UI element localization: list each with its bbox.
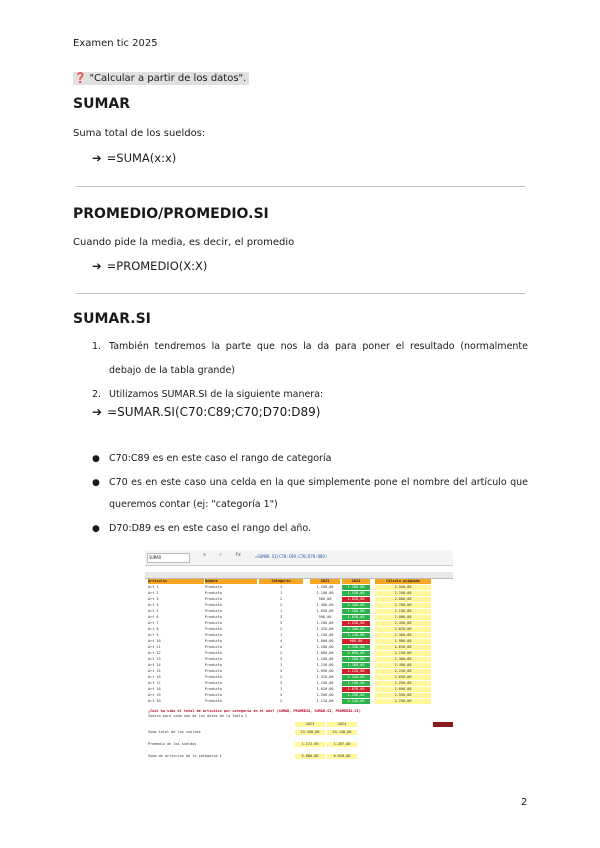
sheet-cell: Art 3 xyxy=(148,597,159,601)
sheet-cell: 2.000,00 xyxy=(375,615,431,620)
sheet-cell: Art 14 xyxy=(148,663,161,667)
sheet-cell: 1.020,00 xyxy=(342,597,370,602)
sheet-cell: Producto xyxy=(205,687,222,691)
sheet-text: 24.140,00 xyxy=(327,730,357,735)
sheet-cell: 1.300,00 xyxy=(342,585,370,590)
sheet-cell: 3 xyxy=(279,657,283,661)
sheet-cell: Producto xyxy=(205,633,222,637)
bullet-list xyxy=(92,448,528,540)
sheet-cell: 3 xyxy=(279,681,283,685)
bullet-icon: ● xyxy=(92,478,100,488)
sheet-text: Suma total de los sueldos xyxy=(148,730,201,734)
sheet-text: 5.800,00 xyxy=(295,754,325,759)
sheet-cell: Producto xyxy=(205,657,222,661)
sheet-cell: Producto xyxy=(205,585,222,589)
sheet-cell: Art 20 xyxy=(148,699,161,703)
sheet-cell: Art 4 xyxy=(148,603,159,607)
sheet-cell: 2.550,00 xyxy=(375,585,431,590)
table-row xyxy=(145,615,453,620)
bullet-item xyxy=(92,448,528,470)
sheet-cell: Art 10 xyxy=(148,639,161,643)
sheet-cell: 1.100,00 xyxy=(342,609,370,614)
sheet-cell: 1.320,00 xyxy=(316,627,334,631)
sheet-cell: 2.150,00 xyxy=(375,651,431,656)
sheet-cell: 1.280,00 xyxy=(316,645,334,649)
sheet-cell: 1.150,00 xyxy=(342,591,370,596)
sheet-cell: Producto xyxy=(205,603,222,607)
sheet-cell: 1.400,00 xyxy=(316,603,334,607)
sheet-cell: 1.200,00 xyxy=(316,621,334,625)
sheet-cell: 1.380,00 xyxy=(342,603,370,608)
sheet-cell: Producto xyxy=(205,663,222,667)
sheet-cell: Art 11 xyxy=(148,645,161,649)
sheet-cell: Producto xyxy=(205,627,222,631)
sheet-cell: 1.250,00 xyxy=(316,585,334,589)
sheet-cell: 2 xyxy=(279,651,283,655)
sheet-cell: Art 7 xyxy=(148,621,159,625)
step-number: 1. xyxy=(92,341,102,352)
sheet-cell: 1.310,00 xyxy=(316,675,334,679)
sheet-cell: 1.120,00 xyxy=(342,669,370,674)
sheet-cell: 1.000,00 xyxy=(316,639,334,643)
step-text: Utilizamos SUMAR.SI de la siguiente manera: xyxy=(109,389,324,400)
sheet-cell: 1.290,00 xyxy=(342,693,370,698)
sheet-cell: 1 xyxy=(279,609,283,613)
sheet-cell: 1.340,00 xyxy=(342,675,370,680)
arrow-right-icon: ➔ xyxy=(92,151,102,165)
arrow-right-icon: ➔ xyxy=(92,405,103,419)
sheet-cell: Producto xyxy=(205,639,222,643)
table-row xyxy=(145,681,453,686)
sheet-cell: 2.610,00 xyxy=(375,645,431,650)
column-header-bar xyxy=(145,572,453,579)
table-row xyxy=(145,633,453,638)
sheet-cell: 1.090,00 xyxy=(316,669,334,673)
sheet-cell: 1.260,00 xyxy=(342,663,370,668)
heading-sumar: SUMAR xyxy=(73,96,130,112)
promedio-description: Cuando pide la media, es decir, el promedio xyxy=(73,237,295,248)
table-row xyxy=(145,693,453,698)
step-text: También tendremos la parte que nos la da para poner el resultado (normalmente debajo de la tabla grande) xyxy=(109,341,528,376)
cancel-icon: ✕ xyxy=(203,552,207,558)
sheet-cell: 2.000,00 xyxy=(375,597,431,602)
highlight-cell xyxy=(433,722,453,727)
sheet-cell: 1 xyxy=(279,663,283,667)
sheet-cell: 2.550,00 xyxy=(375,693,431,698)
sheet-cell: Art 19 xyxy=(148,693,161,697)
sheet-cell: Producto xyxy=(205,597,222,601)
sheet-cell: 1.050,00 xyxy=(316,609,334,613)
sheet-cell: Producto xyxy=(205,651,222,655)
sheet-cell: Producto xyxy=(205,669,222,673)
table-row xyxy=(145,657,453,662)
table-row xyxy=(145,669,453,674)
sheet-cell: 4 xyxy=(279,693,283,697)
confirm-icon: ✓ xyxy=(219,552,223,558)
sheet-cell: 1.150,00 xyxy=(316,681,334,685)
sheet-cell: 1.010,00 xyxy=(342,615,370,620)
sheet-cell: 1.090,00 xyxy=(342,651,370,656)
bullet-item xyxy=(92,472,528,516)
sheet-cell: 2.150,00 xyxy=(375,609,431,614)
sheet-cell: Art 6 xyxy=(148,615,159,619)
sheet-cell: 1.230,00 xyxy=(316,663,334,667)
sheet-text: ¿Cuál ha sido el total de artículos por categoría en el año? (SUMAR, PROMEDIO, SUMAR.SI, PROMEDIO.SI) xyxy=(148,709,361,713)
page-number: 2 xyxy=(521,797,528,808)
table-row xyxy=(145,687,453,692)
sheet-cell: 2 xyxy=(279,603,283,607)
sheet-cell: 2024 xyxy=(342,579,370,584)
sheet-cell: 2.380,00 xyxy=(375,657,431,662)
table-row xyxy=(145,699,453,704)
sheet-cell: Art 8 xyxy=(148,627,159,631)
sheet-cell: 1.110,00 xyxy=(316,699,334,703)
sheet-cell: 1 xyxy=(279,585,283,589)
table-row xyxy=(145,675,453,680)
sheet-cell: Art 16 xyxy=(148,675,161,679)
callout-note xyxy=(73,72,249,85)
sumar-formula xyxy=(92,151,176,165)
divider xyxy=(76,186,525,187)
spreadsheet-screenshot xyxy=(145,550,453,758)
sheet-cell: 2 xyxy=(279,597,283,601)
sheet-cell: 4 xyxy=(279,669,283,673)
sheet-cell: 1.140,00 xyxy=(342,699,370,704)
sheet-cell: 1.260,00 xyxy=(316,693,334,697)
table-row xyxy=(145,663,453,668)
bullet-item xyxy=(92,518,528,540)
sheet-text: 23.450,00 xyxy=(295,730,325,735)
sheet-cell: Producto xyxy=(205,591,222,595)
sheet-cell: Art 18 xyxy=(148,687,161,691)
sumarsi-formula xyxy=(92,405,320,419)
sheet-cell: 2.210,00 xyxy=(375,669,431,674)
table-row xyxy=(145,645,453,650)
sheet-text: 2023 xyxy=(295,722,325,727)
sheet-text: Suma de artículos de la categoría 1 xyxy=(148,754,222,758)
sheet-cell: 1.060,00 xyxy=(316,651,334,655)
table-row xyxy=(145,603,453,608)
sheet-cell: 1 xyxy=(279,687,283,691)
sheet-cell: Producto xyxy=(205,615,222,619)
sheet-cell: Producto xyxy=(205,609,222,613)
sheet-cell: Cálculo asignado xyxy=(375,579,431,584)
formula-bar xyxy=(145,550,453,566)
sheet-cell: 2.250,00 xyxy=(375,591,431,596)
sheet-cell: 4 xyxy=(279,645,283,649)
steps-list xyxy=(92,335,528,407)
formula-text: =SUMAR.SI(C70:C89;C70;D70:D89) xyxy=(255,554,328,559)
sheet-cell: 990,00 xyxy=(318,615,332,619)
sheet-cell: Producto xyxy=(205,699,222,703)
sheet-cell: 1.300,00 xyxy=(342,627,370,632)
sheet-cell: Producto xyxy=(205,681,222,685)
table-row xyxy=(145,591,453,596)
bullet-text: C70 es en este caso una celda en la que simplemente pone el nombre del artículo que queremos contar (ej: "categoría 1") xyxy=(109,477,528,510)
question-mark-icon: ❓ xyxy=(74,73,87,84)
sheet-text: 1.172,50 xyxy=(295,742,325,747)
sheet-cell: 2.780,00 xyxy=(375,603,431,608)
sheet-cell: 980,00 xyxy=(342,639,370,644)
sheet-text: 1.207,00 xyxy=(327,742,357,747)
sheet-cell: 2 xyxy=(279,699,283,703)
sheet-cell: 1.200,00 xyxy=(342,657,370,662)
sheet-cell: Art 12 xyxy=(148,651,161,655)
sheet-cell: Art 17 xyxy=(148,681,161,685)
bullet-text: C70:C89 es en este caso el rango de categoría xyxy=(109,453,332,464)
sheet-cell: 4 xyxy=(279,639,283,643)
sheet-cell: 2023 xyxy=(310,579,340,584)
sheet-header-row xyxy=(145,579,453,584)
sheet-cell: 1.250,00 xyxy=(342,621,370,626)
step-item xyxy=(92,335,528,383)
table-row xyxy=(145,627,453,632)
sheet-cell: 3 xyxy=(279,615,283,619)
sumar-formula-text: =SUMA(x:x) xyxy=(106,151,177,165)
table-row xyxy=(145,585,453,590)
table-row xyxy=(145,621,453,626)
sheet-cell: Art 5 xyxy=(148,609,159,613)
sheet-cell: 2.620,00 xyxy=(375,627,431,632)
sheet-cell: Nombre xyxy=(205,579,257,584)
function-icon: fx xyxy=(235,552,242,558)
sheet-cell: 1.100,00 xyxy=(342,681,370,686)
sheet-cell: 1.210,00 xyxy=(342,633,370,638)
sheet-text: Promedio de los sueldos xyxy=(148,742,197,746)
bullet-icon: ● xyxy=(92,524,100,534)
sheet-cell: Producto xyxy=(205,675,222,679)
table-row xyxy=(145,597,453,602)
divider xyxy=(76,293,525,294)
promedio-formula-text: =PROMEDIO(X:X) xyxy=(106,259,208,273)
sheet-cell: Art 1 xyxy=(148,585,159,589)
sheet-cell: 2.450,00 xyxy=(375,621,431,626)
promedio-formula xyxy=(92,259,207,273)
sheet-text: 6.020,00 xyxy=(327,754,357,759)
sheet-cell: Art 2 xyxy=(148,591,159,595)
heading-promedio: PROMEDIO/PROMEDIO.SI xyxy=(73,206,269,222)
sheet-cell: 1.180,00 xyxy=(316,657,334,661)
name-box: SUMAR xyxy=(147,553,190,563)
step-item xyxy=(92,383,528,407)
sheet-cell: 2 xyxy=(279,675,283,679)
sheet-cell: 2.360,00 xyxy=(375,633,431,638)
table-row xyxy=(145,651,453,656)
document-header: Examen tic 2025 xyxy=(73,38,158,49)
sheet-text: Indica para cada uno de los datos de la Tabla 1 xyxy=(148,714,248,718)
table-row xyxy=(145,609,453,614)
sheet-cell: 1.100,00 xyxy=(316,591,334,595)
sheet-cell: Art 13 xyxy=(148,657,161,661)
sheet-cell: Categoría xyxy=(259,579,303,584)
sheet-cell: Producto xyxy=(205,621,222,625)
sheet-text: 2024 xyxy=(327,722,357,727)
arrow-right-icon: ➔ xyxy=(92,259,102,273)
sheet-cell: 2.490,00 xyxy=(375,663,431,668)
sheet-cell: 980,00 xyxy=(318,597,332,601)
sheet-cell: 1 xyxy=(279,633,283,637)
sheet-cell: Producto xyxy=(205,645,222,649)
sheet-cell: 1.980,00 xyxy=(375,639,431,644)
note-text: "Calcular a partir de los datos". xyxy=(89,73,247,84)
sheet-cell: 1.020,00 xyxy=(316,687,334,691)
bullet-icon: ● xyxy=(92,454,100,464)
sheet-cell: Producto xyxy=(205,693,222,697)
sheet-cell: 3 xyxy=(279,621,283,625)
heading-sumarsi: SUMAR.SI xyxy=(73,311,151,327)
sheet-cell: 2.090,00 xyxy=(375,687,431,692)
sheet-cell: Art 9 xyxy=(148,633,159,637)
table-row xyxy=(145,639,453,644)
step-number: 2. xyxy=(92,389,102,400)
sheet-cell: 2 xyxy=(279,627,283,631)
sheet-cell: 1 xyxy=(279,591,283,595)
sheet-cell: 1.150,00 xyxy=(316,633,334,637)
sumarsi-formula-text: =SUMAR.SI(C70:C89;C70;D70:D89) xyxy=(107,405,321,419)
sheet-cell: 2.650,00 xyxy=(375,675,431,680)
sheet-cell: Artículos xyxy=(148,579,204,584)
sheet-cell: 1.070,00 xyxy=(342,687,370,692)
sheet-cell: Art 15 xyxy=(148,669,161,673)
sheet-cell: 2.250,00 xyxy=(375,699,431,704)
bullet-text: D70:D89 es en este caso el rango del año. xyxy=(109,523,312,534)
sumar-description: Suma total de los sueldos: xyxy=(73,128,206,139)
sheet-cell: 1.330,00 xyxy=(342,645,370,650)
sheet-cell: 2.250,00 xyxy=(375,681,431,686)
